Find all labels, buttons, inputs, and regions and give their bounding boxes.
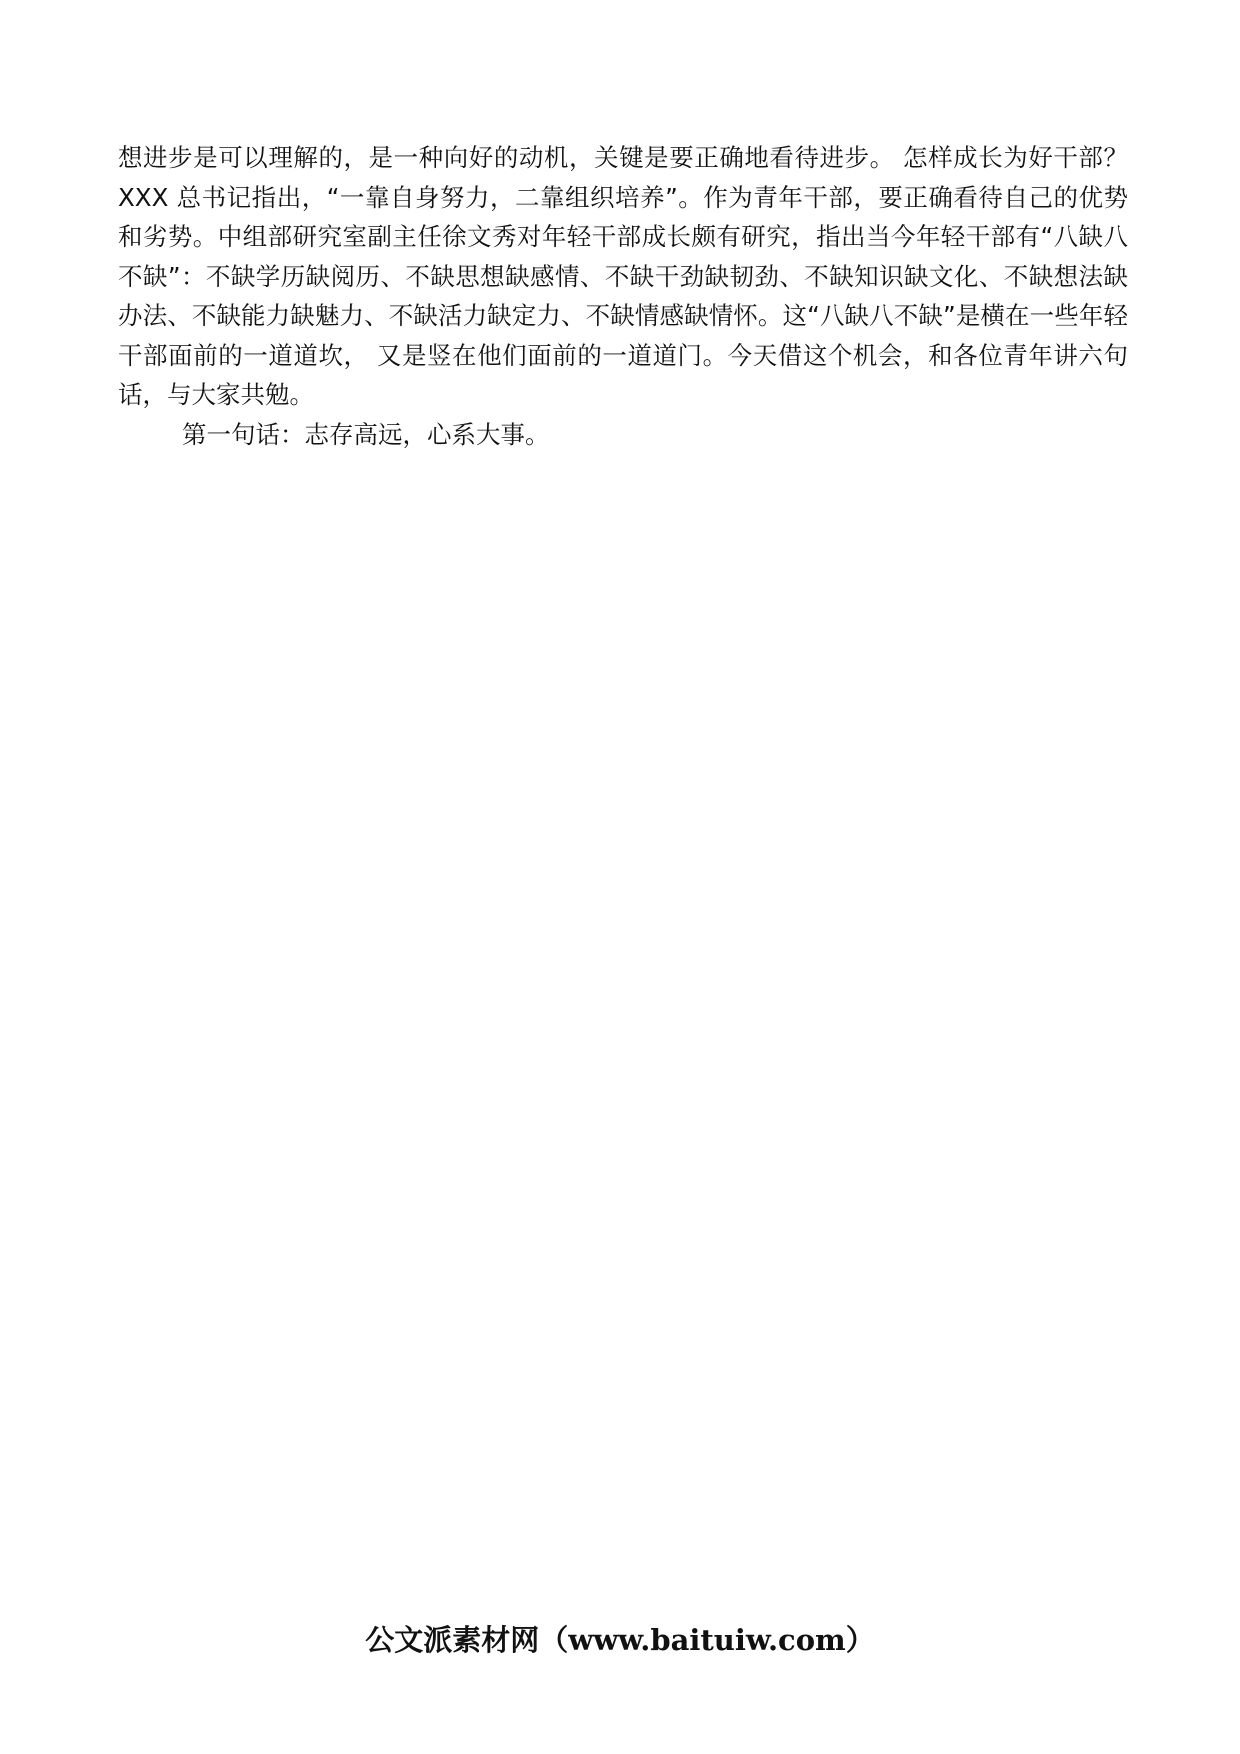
section-heading-paragraph: 第一句话：志存高远，心系大事。 — [182, 419, 550, 449]
body-paragraph: 想进步是可以理解的，是一种向好的动机，关键是要正确地看待进步。 怎样成长为好干部？XXX 总书记指出，“一靠自身努力，二靠组织培养”。作为青年干部，要正确看待自己的优势和劣势。中组部研究室副主任徐文秀对年轻干部成长颇有研究，指出当今年轻干部有“八缺八不缺”：不缺学历缺阅历、不缺思想缺感情、不缺干劲缺韧劲、不缺知识缺文化、不缺想法缺办法、不缺能力缺魅力、不缺活力缺定力、不缺情感缺情怀。这“八缺八不缺”是横在一些年轻干部面前的一道道坎， 又是竖在他们面前的一道道门。今天借这个机会，和各位青年讲六句话，与大家共勉。 — [118, 143, 1128, 409]
footer-site-watermark: 公文派素材网（www.baituiw.com） — [365, 1623, 875, 1657]
document-body — [118, 138, 1128, 454]
